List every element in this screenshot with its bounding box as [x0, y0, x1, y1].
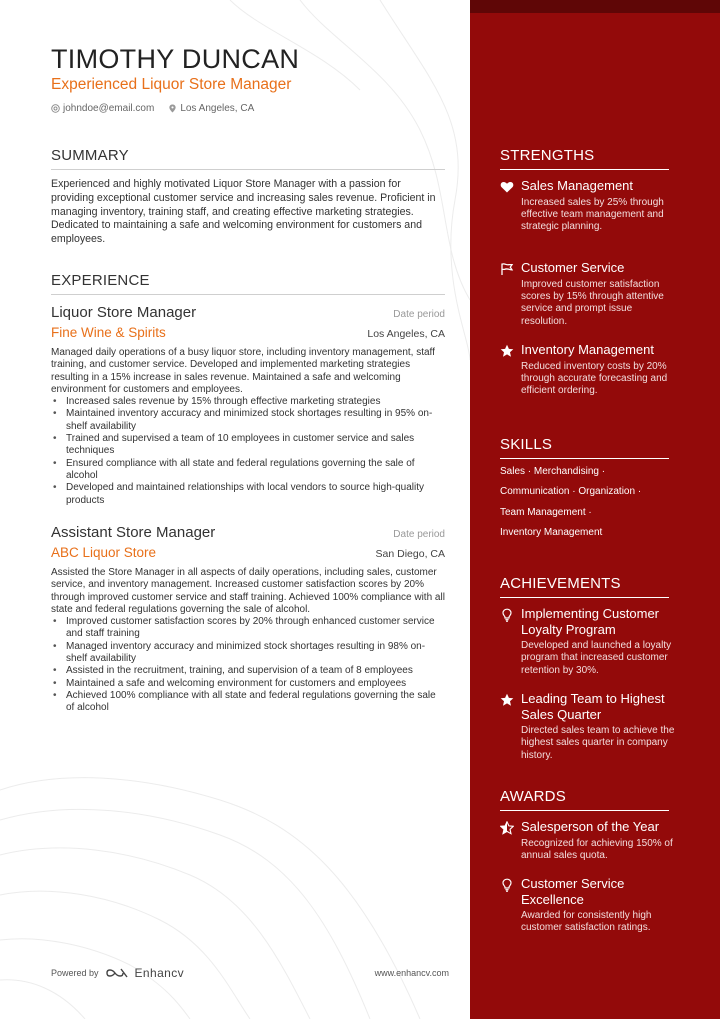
- location-contact: [168, 103, 254, 114]
- job-description: Managed daily operations of a busy liquor store, including inventory management, staff training, and customer service. Developed and implemented marketing strategies resulting in a 15% increase in sales revenue. Maintained a safe and welcoming environment for customers and employees.: [51, 347, 435, 395]
- job-entry: [51, 524, 445, 715]
- strength-description: Improved customer satisfaction scores by 15% through attentive service and prompt issue resolution.: [521, 278, 664, 327]
- award-title: Customer Service Excellence: [521, 876, 625, 907]
- brand-name: Enhancv: [134, 966, 185, 980]
- bullet-item: • Improved customer satisfaction scores by 20% through enhanced customer service and staff training: [51, 616, 445, 641]
- strength-item: [500, 342, 675, 398]
- location-pin-icon: [168, 104, 177, 113]
- awards-heading: AWARDS: [500, 788, 669, 811]
- summary-text: Experienced and highly motivated Liquor Store Manager with a passion for providing exceptional customer service and increasing sales revenue. Proficient in managing inventory, training staff, and creating effective marketing strategies. Dedicated to maintaining a safe and welcoming environment for customers and employees.: [51, 178, 436, 246]
- email-text: johndoe@email.com: [63, 103, 155, 114]
- flag-icon: [500, 262, 514, 276]
- strength-title: Customer Service: [521, 260, 625, 275]
- skills-list: [500, 466, 675, 547]
- candidate-name: TIMOTHY DUNCAN: [51, 44, 300, 74]
- award-item: [500, 876, 675, 935]
- job-bullets: [51, 396, 445, 507]
- strength-title: Sales Management: [521, 178, 634, 193]
- bullet-item: • Increased sales revenue by 15% through effective marketing strategies: [51, 396, 445, 408]
- job-title: Assistant Store Manager: [51, 524, 216, 541]
- summary-heading: SUMMARY: [51, 147, 445, 170]
- skills-line: Inventory Management: [500, 526, 603, 538]
- bullet-item: • Achieved 100% compliance with all state and federal regulations governing the sale of alcohol: [51, 690, 445, 715]
- job-bullets: [51, 616, 445, 714]
- skills-line: Team Management ·: [500, 506, 592, 518]
- bullet-item: • Ensured compliance with all state and federal regulations governing the sale of alcohol: [51, 458, 445, 483]
- skills-line: Communication · Organization ·: [500, 486, 642, 498]
- powered-by-label: Powered by: [51, 968, 99, 978]
- candidate-title: Experienced Liquor Store Manager: [51, 76, 292, 93]
- strength-title: Inventory Management: [521, 342, 654, 357]
- achievement-description: Developed and launched a loyalty program that increased customer retention by 30%.: [521, 640, 672, 676]
- achievement-description: Directed sales team to achieve the highest sales quarter in company history.: [521, 725, 675, 761]
- bullet-item: • Developed and maintained relationships with local vendors to source high-quality products: [51, 482, 445, 507]
- job-date: Date period: [393, 309, 445, 320]
- achievements-heading: ACHIEVEMENTS: [500, 575, 669, 598]
- email-contact[interactable]: [51, 103, 154, 114]
- sidebar-top-band: [470, 0, 720, 13]
- award-title: Salesperson of the Year: [521, 819, 660, 834]
- award-item: [500, 819, 675, 862]
- achievement-item: [500, 606, 675, 677]
- company-name: Fine Wine & Spirits: [51, 325, 166, 340]
- skills-heading: SKILLS: [500, 436, 669, 459]
- contact-info: [51, 103, 254, 114]
- powered-by: [51, 966, 184, 980]
- strength-item: [500, 260, 675, 328]
- footer-url[interactable]: www.enhancv.com: [374, 968, 449, 978]
- star-icon: [500, 344, 514, 358]
- job-title: Liquor Store Manager: [51, 304, 197, 321]
- award-description: Recognized for achieving 150% of annual sales quota.: [521, 837, 673, 861]
- achievement-item: [500, 691, 675, 762]
- award-description: Awarded for consistently high customer satisfaction ratings.: [521, 910, 652, 934]
- bullet-item: • Managed inventory accuracy and minimized stock shortages resulting in 98% on-shelf availability: [51, 641, 445, 666]
- job-location: Los Angeles, CA: [367, 328, 445, 340]
- strength-description: Reduced inventory costs by 20% through accurate forecasting and efficient ordering.: [521, 360, 668, 397]
- skills-line: Sales · Merchandising ·: [500, 466, 606, 477]
- job-entry: [51, 304, 445, 507]
- sidebar: [470, 0, 720, 1019]
- experience-heading: EXPERIENCE: [51, 272, 445, 295]
- achievement-title: Leading Team to Highest Sales Quarter: [521, 691, 665, 722]
- company-name: ABC Liquor Store: [51, 545, 157, 560]
- heart-icon: [500, 180, 514, 194]
- lightbulb-icon: [500, 878, 514, 892]
- strengths-heading: STRENGTHS: [500, 147, 669, 170]
- job-date: Date period: [393, 529, 445, 540]
- bullet-item: • Assisted in the recruitment, training, and supervision of a team of 8 employees: [51, 665, 445, 677]
- bullet-item: • Trained and supervised a team of 10 employees in customer service and sales techniques: [51, 433, 445, 458]
- enhancv-logo-icon: [105, 967, 129, 979]
- bullet-item: • Maintained a safe and welcoming environment for customers and employees: [51, 678, 445, 690]
- star-half-icon: [500, 821, 514, 835]
- footer: [51, 966, 449, 980]
- job-description: Assisted the Store Manager in all aspects of daily operations, including sales, customer service, and inventory management. Increased customer satisfaction scores by 20% through improved customer service and staff training. Achieved 100% compliance with all state and federal regulations governing the sale of alcohol.: [51, 567, 445, 615]
- strength-item: [500, 178, 675, 234]
- location-text: Los Angeles, CA: [180, 103, 255, 114]
- strength-description: Increased sales by 25% through effective team management and strategic planning.: [521, 196, 664, 233]
- at-icon: [51, 104, 60, 113]
- achievement-title: Implementing Customer Loyalty Program: [521, 606, 659, 637]
- bullet-item: • Maintained inventory accuracy and minimized stock shortages resulting in 95% on-shelf availability: [51, 408, 445, 433]
- job-location: San Diego, CA: [375, 548, 445, 560]
- lightbulb-icon: [500, 608, 514, 622]
- star-icon: [500, 693, 514, 707]
